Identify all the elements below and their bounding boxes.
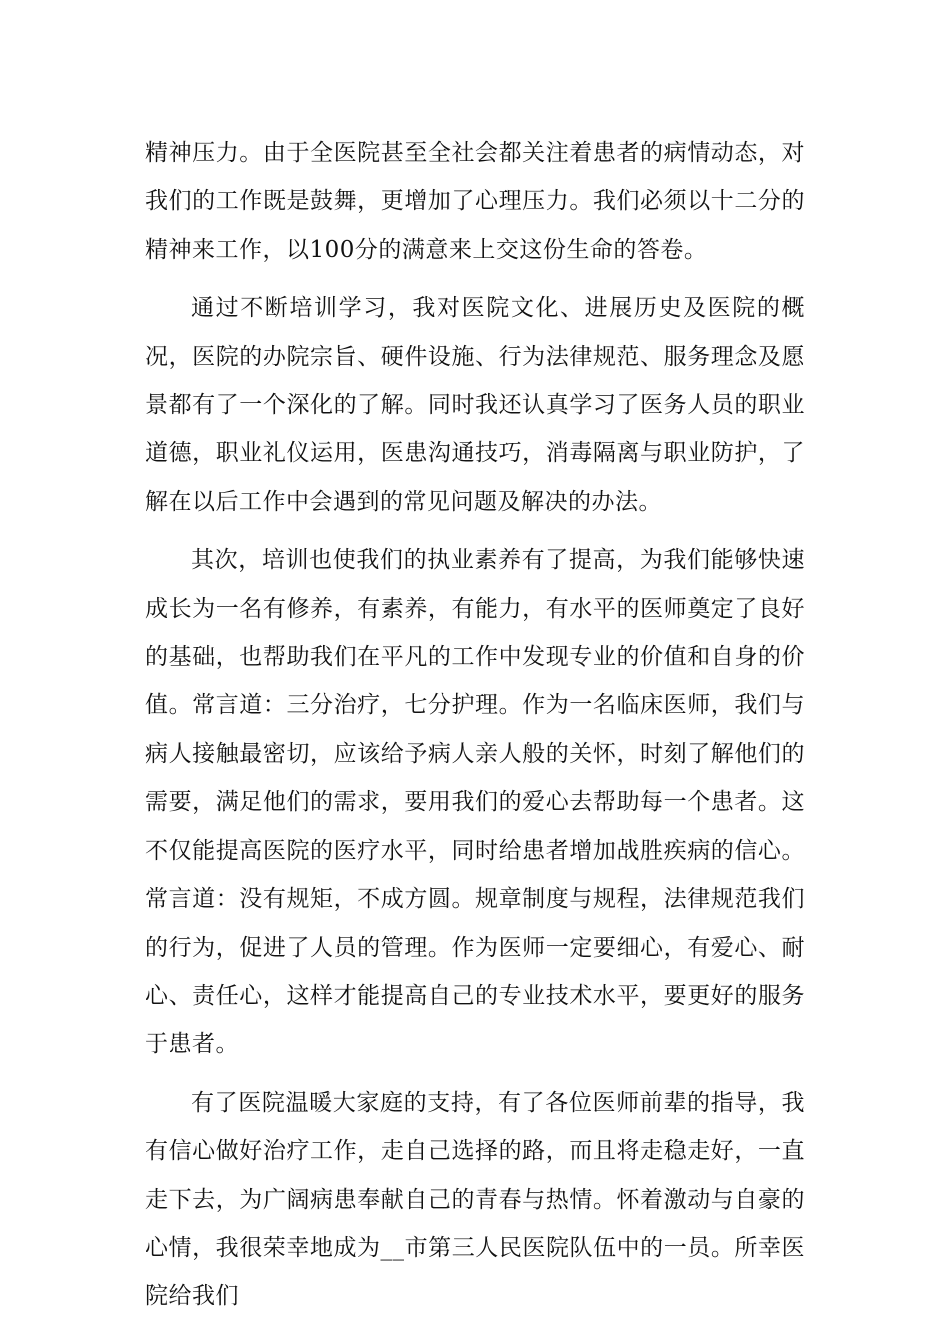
paragraph-1: 精神压力。由于全医院甚至全社会都关注着患者的病情动态，对我们的工作既是鼓舞，更增加了心理压力。我们必须以十二分的精神来工作，以100分的满意来上交这份生命的答卷。 xyxy=(145,140,805,263)
paragraph-3: 其次，培训也使我们的执业素养有了提高，为我们能够快速成长为一名有修养，有素养，有能力，有水平的医师奠定了良好的基础，也帮助我们在平凡的工作中发现专业的价值和自身的价值。常言道：三分治疗，七分护理。作为一名临床医师，我们与病人接触最密切，应该给予病人亲人般的关怀，时刻了解他们的需要，满足他们的需求，要用我们的爱心去帮助每一个患者。这不仅能提高医院的医疗水平，同时给患者增加战胜疾病的信心。常言道：没有规矩，不成方圆。规章制度与规程，法律规范我们的行为，促进了人员的管理。作为医师一定要细心，有爱心、耐心、责任心，这样才能提高自己的专业技术水平，要更好的服务于患者。 xyxy=(145,547,805,1058)
paragraph-4: 有了医院温暖大家庭的支持，有了各位医师前辈的指导，我有信心做好治疗工作，走自己选择的路，而且将走稳走好，一直走下去，为广阔病患奉献自己的青春与热情。怀着激动与自豪的心情，我很荣幸地成为__市第三人民医院队伍中的一员。所幸医院给我们 xyxy=(145,1089,805,1310)
paragraph-2: 通过不断培训学习，我对医院文化、进展历史及医院的概况，医院的办院宗旨、硬件设施、行为法律规范、服务理念及愿景都有了一个深化的了解。同时我还认真学习了医务人员的职业道德，职业礼仪运用，医患沟通技巧，消毒隔离与职业防护，了解在以后工作中会遇到的常见问题及解决的办法。 xyxy=(145,295,805,515)
document-body xyxy=(145,129,805,1331)
